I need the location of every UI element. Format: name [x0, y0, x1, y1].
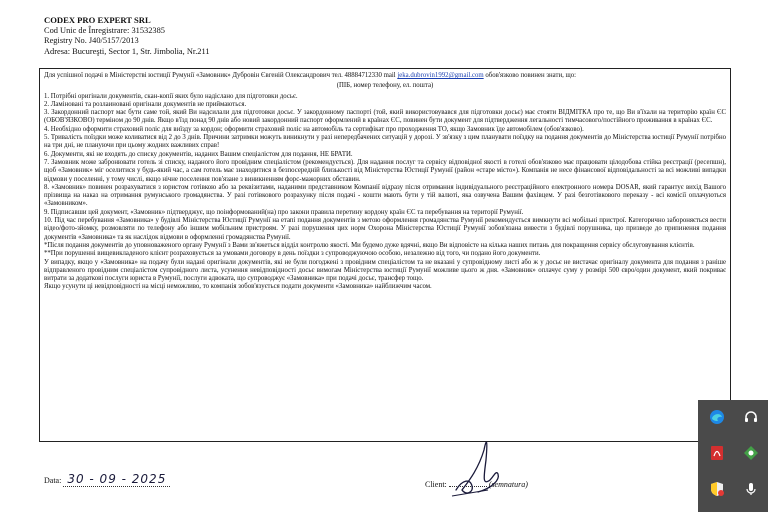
- terms-item: Якщо усунути ці невідповідності на місці неможливо, то компанія зобов'язується подати документи «Замовника» найближчим часом.: [44, 283, 432, 291]
- terms-item: 4. Необхідно оформити страховий поліс для виїзду за кордон; оформити страховий поліс на автомобіль та сертифікат про проходження ТО, якщо Замовник їде автомобілем (обов'язково).: [44, 125, 584, 133]
- date-value: 30 - 09 - 2025: [63, 472, 170, 487]
- company-registry: Registry No. J40/5157/2013: [44, 36, 139, 46]
- terms-item: 10. Під час перебування «Замовника» у будівлі Міністерства Юстиції Румунії на етапі подання документів з метою оформлення громадянства Румунії рекомендується вимкнути всі мобільні пристрої. Категорично забороняється вести відео/фото-зйомку, розмовляти по телефону або іншим мобільним пристроям. У разі порушення цих норм Охорона Міністерства Юстиції Румунії зобов'язана вивести з будівлі порушника, що призведе до припинення подання документів «Замовника» та як наслідок відмови в оформленні громадянства Румунії.: [44, 217, 726, 241]
- terms-item: У випадку, якщо у «Замовника» на подачу були надані оригінали документів, які не були погоджені з провідним спеціалістом та не вказані у супровідному листі або ж у досьє не вистачає оригіналу документа для подання з раніше відправленого провідним спеціалістом супровідного листа, усунення невідповідності досьє вимогам Міністерства юстиції Румунії можливе цього ж дня. «Замовник» оплачує суму у розмірі 500 євро/один документ, який покриває витрати за додаткові послуги юриста в Румунії, послуги адвоката, що супроводжує «Замовника» при подачі досьє, трансфер тощо.: [44, 258, 726, 283]
- company-address: Adresa: Bucureşti, Sector 1, Str. Jimbolia, Nr.211: [44, 46, 210, 56]
- date-label: Data:: [44, 476, 62, 485]
- microphone-icon[interactable]: [740, 478, 762, 500]
- intro-text: Для успішної подачі в Міністерстві юстиції Румунії «Замовник» Дубровін Євгеній Олександрович тел. 48884712330 mail: [44, 72, 398, 79]
- pdf-reader-icon[interactable]: [706, 442, 728, 464]
- green-diamond-app-icon[interactable]: [740, 442, 762, 464]
- company-name: CODEX PRO EXPERT SRL: [44, 15, 151, 25]
- terms-item: 8. «Замовник» повинен розрахуватися з юристом готівкою або за реквізитами, наданими представником Компанії відразу після отримання індивідуального реєстраційного електронного номера DOSAR, який гарантує вихід Вашого прізвища на наказ на отримання румунського громадянства. У разі готівкового розрахунку після подачі - кошти мають бути у тій валюті, яка озвучена Вашим фахівцем. У разі безготівкового переказу - всі комісії оплачуються «Замовником».: [44, 183, 726, 208]
- terms-item: **При порушенні вищевикладеного клієнт розраховується за умовами договору в день поїздки з супроводжуючою особою, незалежно від того, чи подано його документи.: [44, 250, 541, 258]
- terms-item: 5. Тривалість поїздки може коливатися від 2 до 3 днів. Причини затримки можуть виникнути у разі непередбачених ситуацій у дорозі. У зв'язку з цим планувати поїздку на подання документів до Міністерства юстиції Румунії потрібно на три дні, не плануючи при цьому жодних важливих справ!: [44, 134, 726, 150]
- terms-item: 2. Ламіновані та розлаиновані оригінали документів не приймаються.: [44, 100, 247, 108]
- handwritten-signature: [448, 430, 508, 502]
- date-field: [44, 472, 170, 486]
- terms-item: 1. Потрібні оригінали документів, скан-копії яких було надіслано для підготовки досьє.: [44, 92, 298, 100]
- company-cod: Cod Unic de Înregistrare: 31532385: [44, 25, 165, 35]
- terms-item: *Після подання документів до уповноваженого органу Румунії з Вами зв'яжеться відділ контролю якості. Ми будемо дуже вдячні, якщо Ви відповісте на кілька наших питань для покращення сервісу обслуговування клієнтів.: [44, 241, 695, 249]
- pib-note: (ПІБ, номер телефону, ел. пошта): [336, 82, 434, 90]
- terms-item: 9. Підписавши цей документ, «Замовник» підтверджує, що поінформований(на) про закони правила перетину кордону країн ЄС та перебування на території Румунії.: [44, 208, 524, 216]
- headset-icon[interactable]: [740, 406, 762, 428]
- company-header: [44, 15, 210, 57]
- terms-item: 6. Документи, які не входять до списку документів, наданих Вашим спеціалістом для подання, НЕ БРАТИ.: [44, 150, 353, 158]
- signature-note: (semnatura): [488, 480, 528, 489]
- intro-end: обов'язково повинен знати, що:: [483, 72, 577, 79]
- terms-item: 7. Замовник може забронювати готель зі списку, наданого його провідним спеціалістом (рекомендується). Для надання послуг та сервісу відповідної якості в готелі обов'язково має працювати цілодобова стійка реєстрації (ресепшн), щоб «Замовник» міг оселитися у будь-який час, а сам готель має знаходитися в безпосередній близькості від Міністерства Юстиції Румунії (район «старе місто»). Компанія не несе фінансової відповідальності за всі можливі випадки відмови у поселенні, у тому числі, якщо нічне поселення пов'язане з виникненням форс-мажорних обставин.: [44, 158, 726, 183]
- client-label: Client:: [425, 480, 447, 489]
- shield-security-icon[interactable]: [706, 478, 728, 500]
- document-body: [39, 68, 731, 442]
- taskbar-tray: [698, 400, 768, 512]
- terms-list: [44, 93, 726, 292]
- intro-paragraph: [44, 72, 726, 80]
- client-email-link[interactable]: jeka.dubrovin1992@gmail.com: [397, 72, 484, 79]
- edge-browser-icon[interactable]: [706, 406, 728, 428]
- terms-item: 3. Закордонний паспорт має бути саме той, який Ви надсилали для підготовки досьє. У закордонному паспорті (той, який використовувався для підготовки досьє) має стояти ВІДМІТКА про те, що Ви в'їхали на територію країн ЄС (ОБОВ'ЯЗКОВО) терміном до 90 днів. Якщо в'їзд понад 90 днів або новий закордонний паспорт оформлений в країнах ЄС, повинен бути документ для підтвердження легальності тимчасового/постійного проживання в країнах ЄС.: [44, 109, 726, 125]
